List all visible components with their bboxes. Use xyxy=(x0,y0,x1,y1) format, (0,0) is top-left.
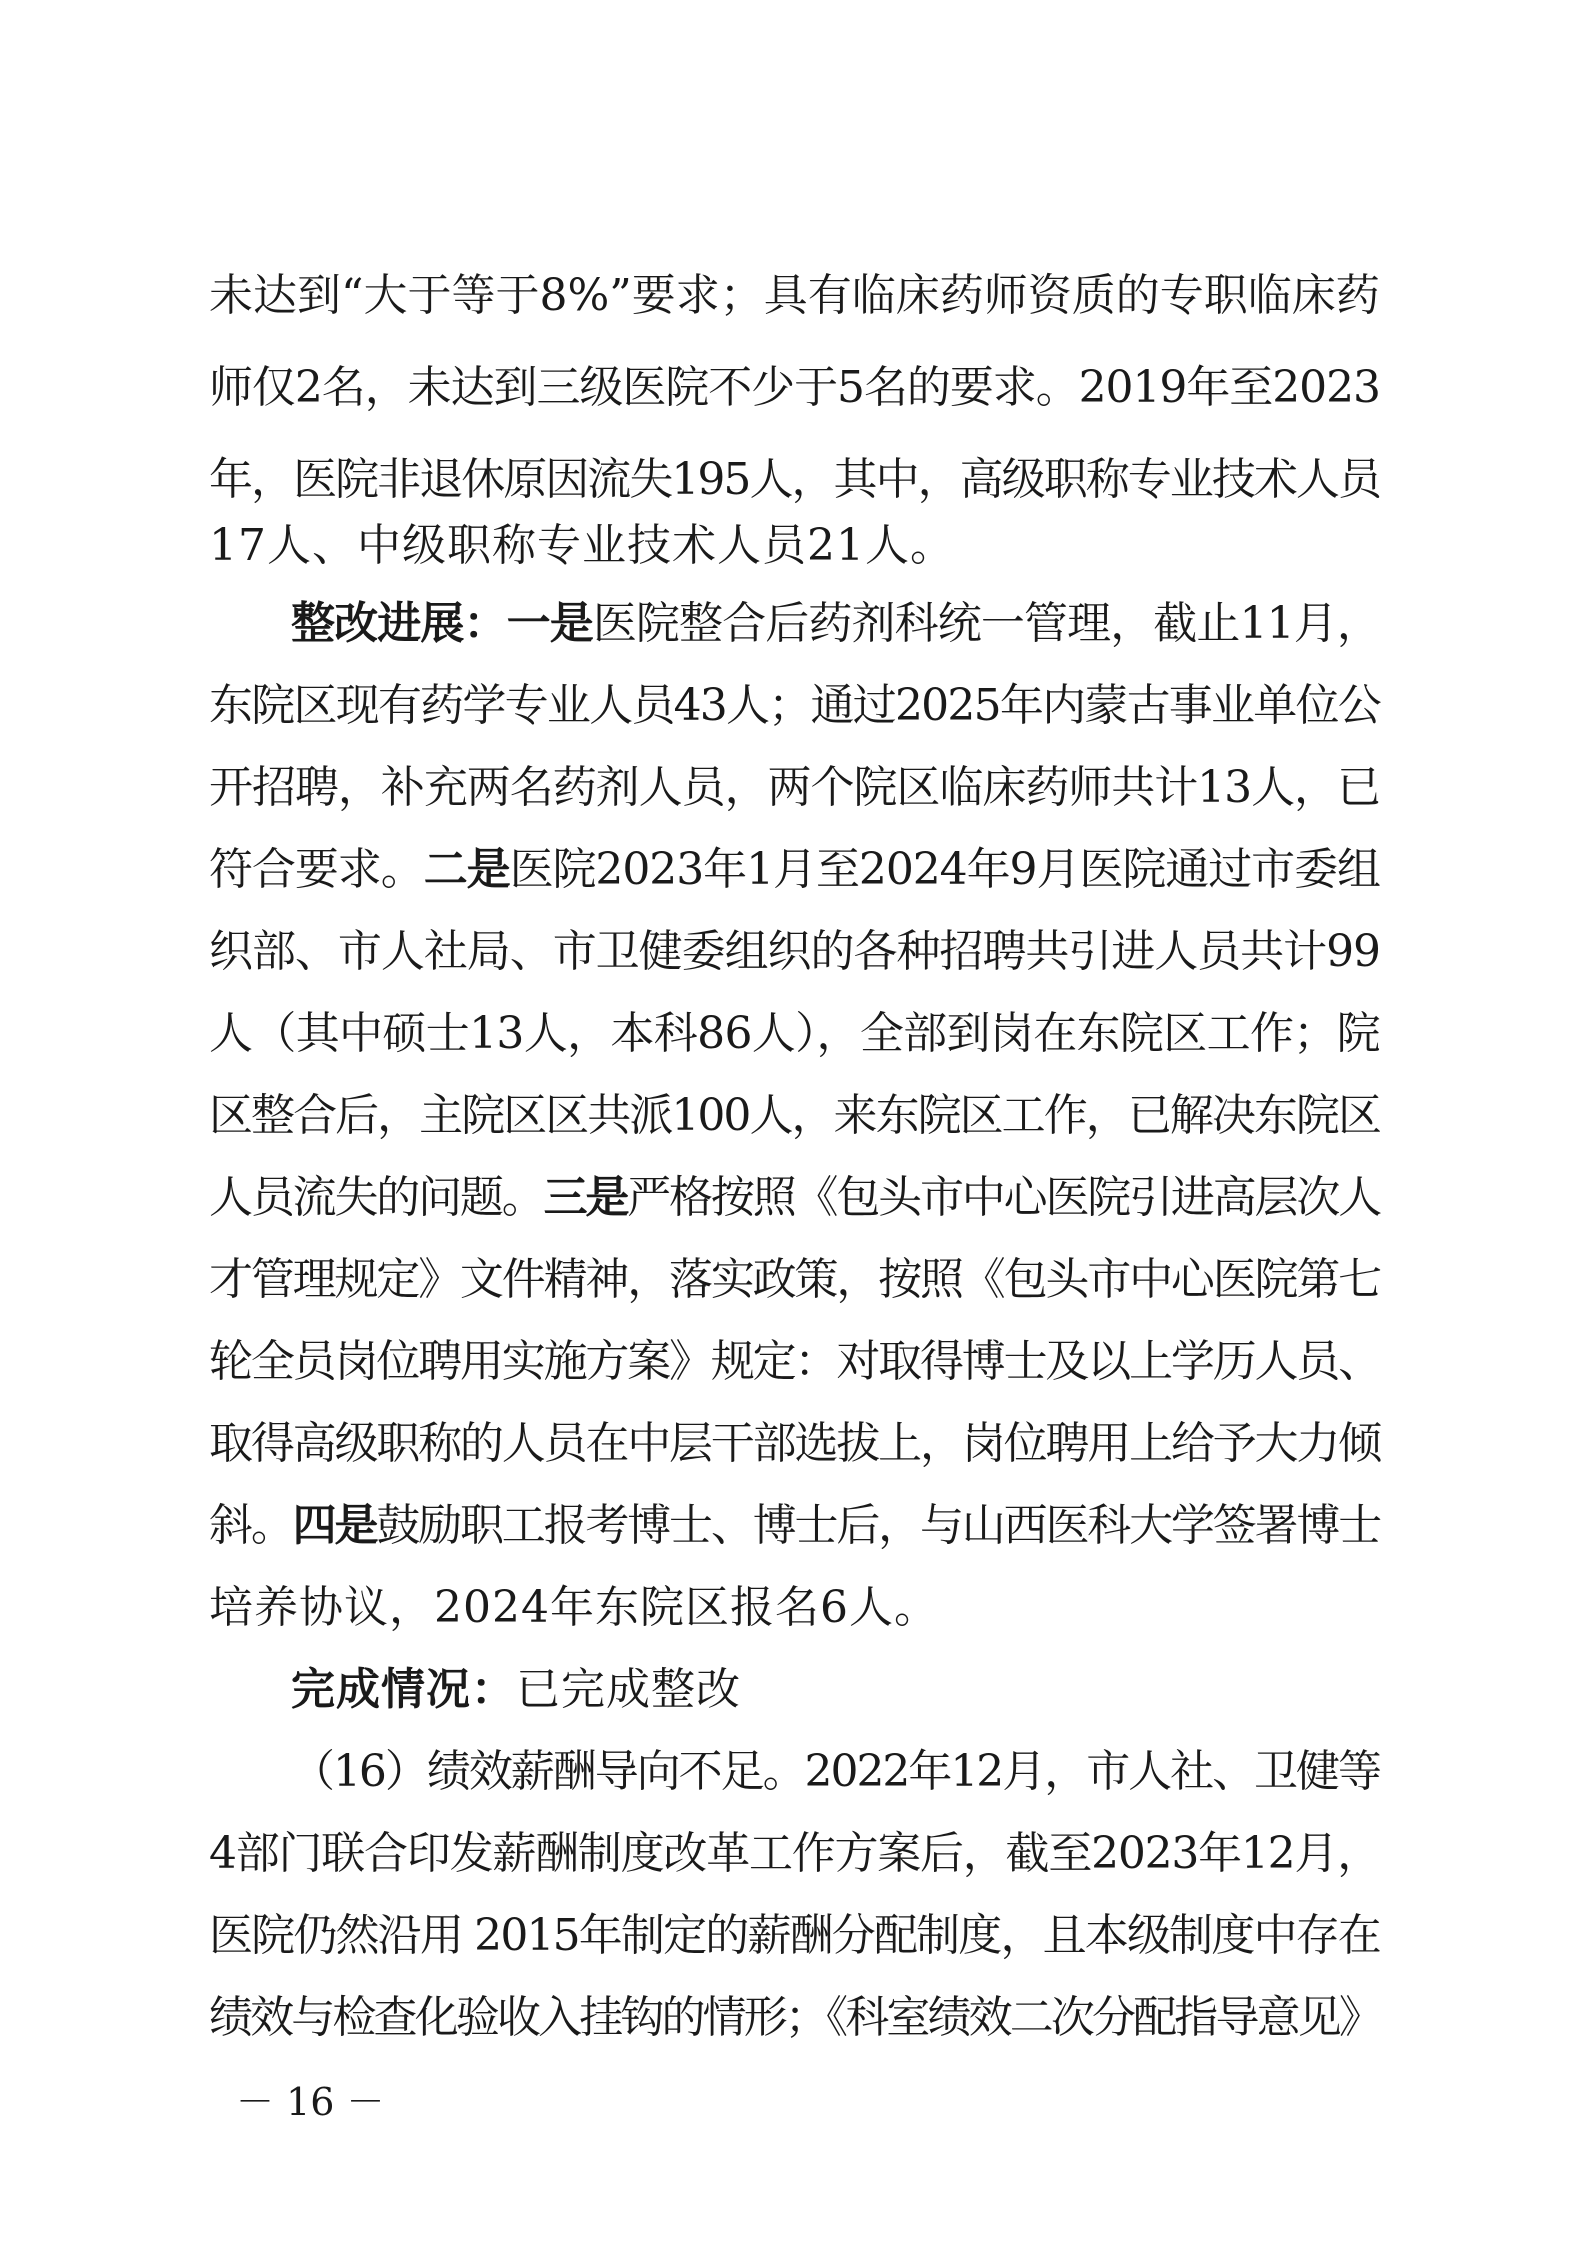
text-line: 17人、中级职称专业技术人员21人。 xyxy=(209,520,955,571)
text-segment: 符合要求。 xyxy=(209,844,424,895)
text-line: 区整合后，主院区区共派100人，来东院区工作，已解决东院区 xyxy=(209,1090,1380,1141)
page-number: － 16 － xyxy=(236,2080,385,2124)
item-marker: 一是 xyxy=(506,598,593,649)
text-segment: 鼓励职工报考博士、博士后，与山西医科大学签署博士 xyxy=(376,1500,1381,1551)
text-line xyxy=(209,1498,1380,1554)
text-segment: 人员流失的问题。 xyxy=(209,1172,544,1223)
text-line: 未达到“大于等于8%”要求；具有临床药师资质的专职临床药 xyxy=(209,270,1380,321)
text-line: 培养协议，2024年东院区报名6人。 xyxy=(209,1582,939,1633)
item-marker: 四是 xyxy=(292,1500,377,1551)
text-line: 年，医院非退休原因流失195人，其中，高级职称专业技术人员 xyxy=(209,454,1380,505)
text-line: 取得高级职称的人员在中层干部选拔上，岗位聘用上给予大力倾 xyxy=(209,1418,1380,1469)
completion-label: 完成情况： xyxy=(291,1664,516,1715)
text-line: 人（其中硕士13人，本科86人），全部到岗在东院区工作；院 xyxy=(209,1008,1380,1059)
text-line: 医院仍然沿用 2015年制定的薪酬分配制度，且本级制度中存在 xyxy=(209,1910,1380,1961)
text-line: 开招聘，补充两名药剂人员，两个院区临床药师共计13人，已 xyxy=(209,762,1380,813)
text-line xyxy=(291,596,1380,652)
text-line: 4部门联合印发薪酬制度改革工作方案后，截至2023年12月， xyxy=(209,1828,1380,1879)
text-line: 才管理规定》文件精神，落实政策，按照《包头市中心医院第七 xyxy=(209,1254,1380,1305)
text-line: （16）绩效薪酬导向不足。2022年12月，市人社、卫健等 xyxy=(291,1746,1380,1797)
item-marker: 三是 xyxy=(543,1172,628,1223)
text-line xyxy=(209,1170,1380,1226)
text-segment: 严格按照《包头市中心医院引进高层次人 xyxy=(627,1172,1381,1223)
text-line: 东院区现有药学专业人员43人；通过2025年内蒙古事业单位公 xyxy=(209,680,1380,731)
text-line: 绩效与检查化验收入挂钩的情形；《科室绩效二次分配指导意见》 xyxy=(209,1992,1380,2043)
progress-label: 整改进展： xyxy=(291,598,507,649)
text-line xyxy=(209,842,1380,898)
text-segment: 医院2023年1月至2024年9月医院通过市委组 xyxy=(509,844,1380,895)
text-line: 织部、市人社局、市卫健委组织的各种招聘共引进人员共计99 xyxy=(209,926,1380,977)
completion-status xyxy=(291,1662,741,1718)
item-marker: 二是 xyxy=(423,844,510,895)
text-line: 轮全员岗位聘用实施方案》规定：对取得博士及以上学历人员、 xyxy=(209,1336,1380,1387)
text-segment: 斜。 xyxy=(209,1500,293,1551)
text-line: 师仅2名，未达到三级医院不少于5名的要求。2019年至2023 xyxy=(209,362,1380,413)
text-segment: 医院整合后药剂科统一管理，截止11月， xyxy=(592,598,1380,649)
completion-value: 已完成整改 xyxy=(516,1664,741,1715)
